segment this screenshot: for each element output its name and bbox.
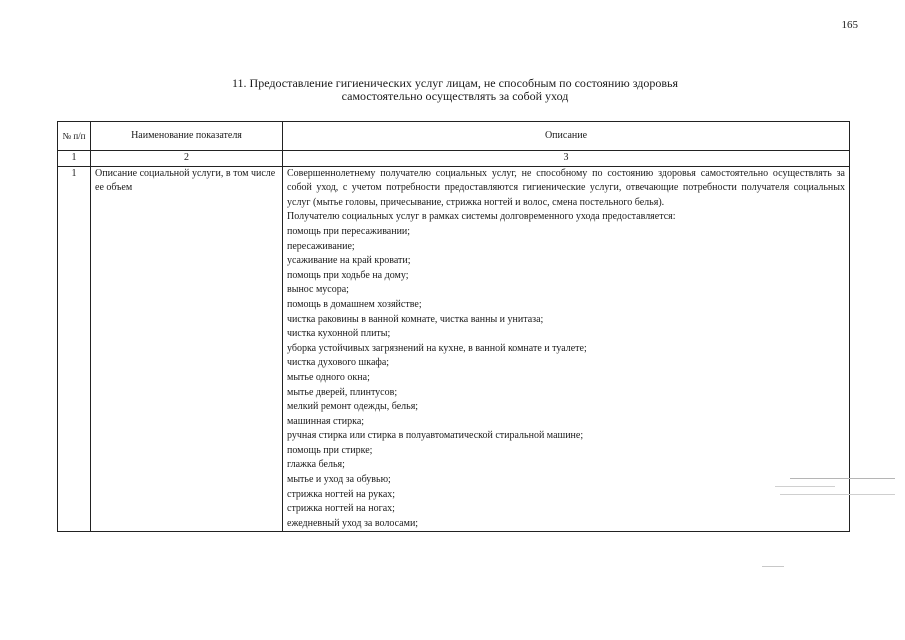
list-item: стрижка ногтей на руках; <box>287 488 396 500</box>
list-item: пересаживание; <box>287 240 355 252</box>
table-index-row <box>58 151 850 167</box>
list-item: мытье и уход за обувью; <box>287 474 391 486</box>
list-item: мытье одного окна; <box>287 371 370 383</box>
list-item: вынос мусора; <box>287 284 349 296</box>
list-item: машинная стирка; <box>287 415 365 427</box>
list-item: ежедневный уход за волосами; <box>287 517 419 529</box>
index-cell-2: 2 <box>91 151 283 167</box>
list-item: чистка раковины в ванной комнате, чистка ванны и унитаза; <box>287 313 544 325</box>
index-cell-3: 3 <box>283 151 850 167</box>
table-header-row <box>58 122 850 151</box>
title-line-1: 11. Предоставление гигиенических услуг лицам, не способным по состоянию здоровья <box>231 76 679 90</box>
index-cell-1: 1 <box>58 151 91 167</box>
list-item: усаживание на край кровати; <box>287 255 411 267</box>
row-description <box>283 166 850 532</box>
list-item: стрижка ногтей на ногах; <box>287 503 395 515</box>
row-number: 1 <box>58 166 91 532</box>
list-item: помощь при стирке; <box>287 444 373 456</box>
list-item: ручная стирка или стирка в полуавтоматической стиральной машине; <box>287 430 584 442</box>
list-item: помощь при ходьбе на дому; <box>287 269 409 281</box>
list-item: уборка устойчивых загрязнений на кухне, в ванной комнате и туалете; <box>287 342 587 354</box>
list-item: мытье дверей, плинтусов; <box>287 386 398 398</box>
row-indicator-name: Описание социальной услуги, в том числе ее объем <box>91 166 283 532</box>
header-number: № п/п <box>58 122 91 151</box>
scan-artifact <box>762 566 784 567</box>
list-item: чистка духового шкафа; <box>287 357 390 369</box>
scan-artifact <box>780 494 895 495</box>
title-line-2: самостоятельно осуществлять за собой уход <box>341 89 569 103</box>
service-table <box>57 121 850 532</box>
header-description: Описание <box>283 122 850 151</box>
list-item: помощь при пересаживании; <box>287 225 411 237</box>
description-lead: Получателю социальных услуг в рамках системы долговременного ухода предоставляется: <box>287 211 676 223</box>
page-number: 165 <box>841 19 858 31</box>
table-row <box>58 166 850 532</box>
list-item: мелкий ремонт одежды, белья; <box>287 401 419 413</box>
scan-artifact <box>790 478 895 479</box>
list-item: чистка кухонной плиты; <box>287 328 391 340</box>
list-item: помощь в домашнем хозяйстве; <box>287 298 422 310</box>
description-intro: Совершеннолетнему получателю социальных услуг, не способному по состоянию здоровья самостоятельно осуществлять за собой уход, с учетом потребности предоставляются гигиенические услуги, отвечающие потребности получателя социальных услуг (мытье головы, причесывание, стрижка ногтей и волос, смена постельного белья). <box>287 167 845 208</box>
list-item: глажка белья; <box>287 459 345 471</box>
service-item-list <box>287 225 845 531</box>
scan-artifact <box>775 486 835 487</box>
document-title <box>120 77 790 103</box>
header-indicator-name: Наименование показателя <box>91 122 283 151</box>
